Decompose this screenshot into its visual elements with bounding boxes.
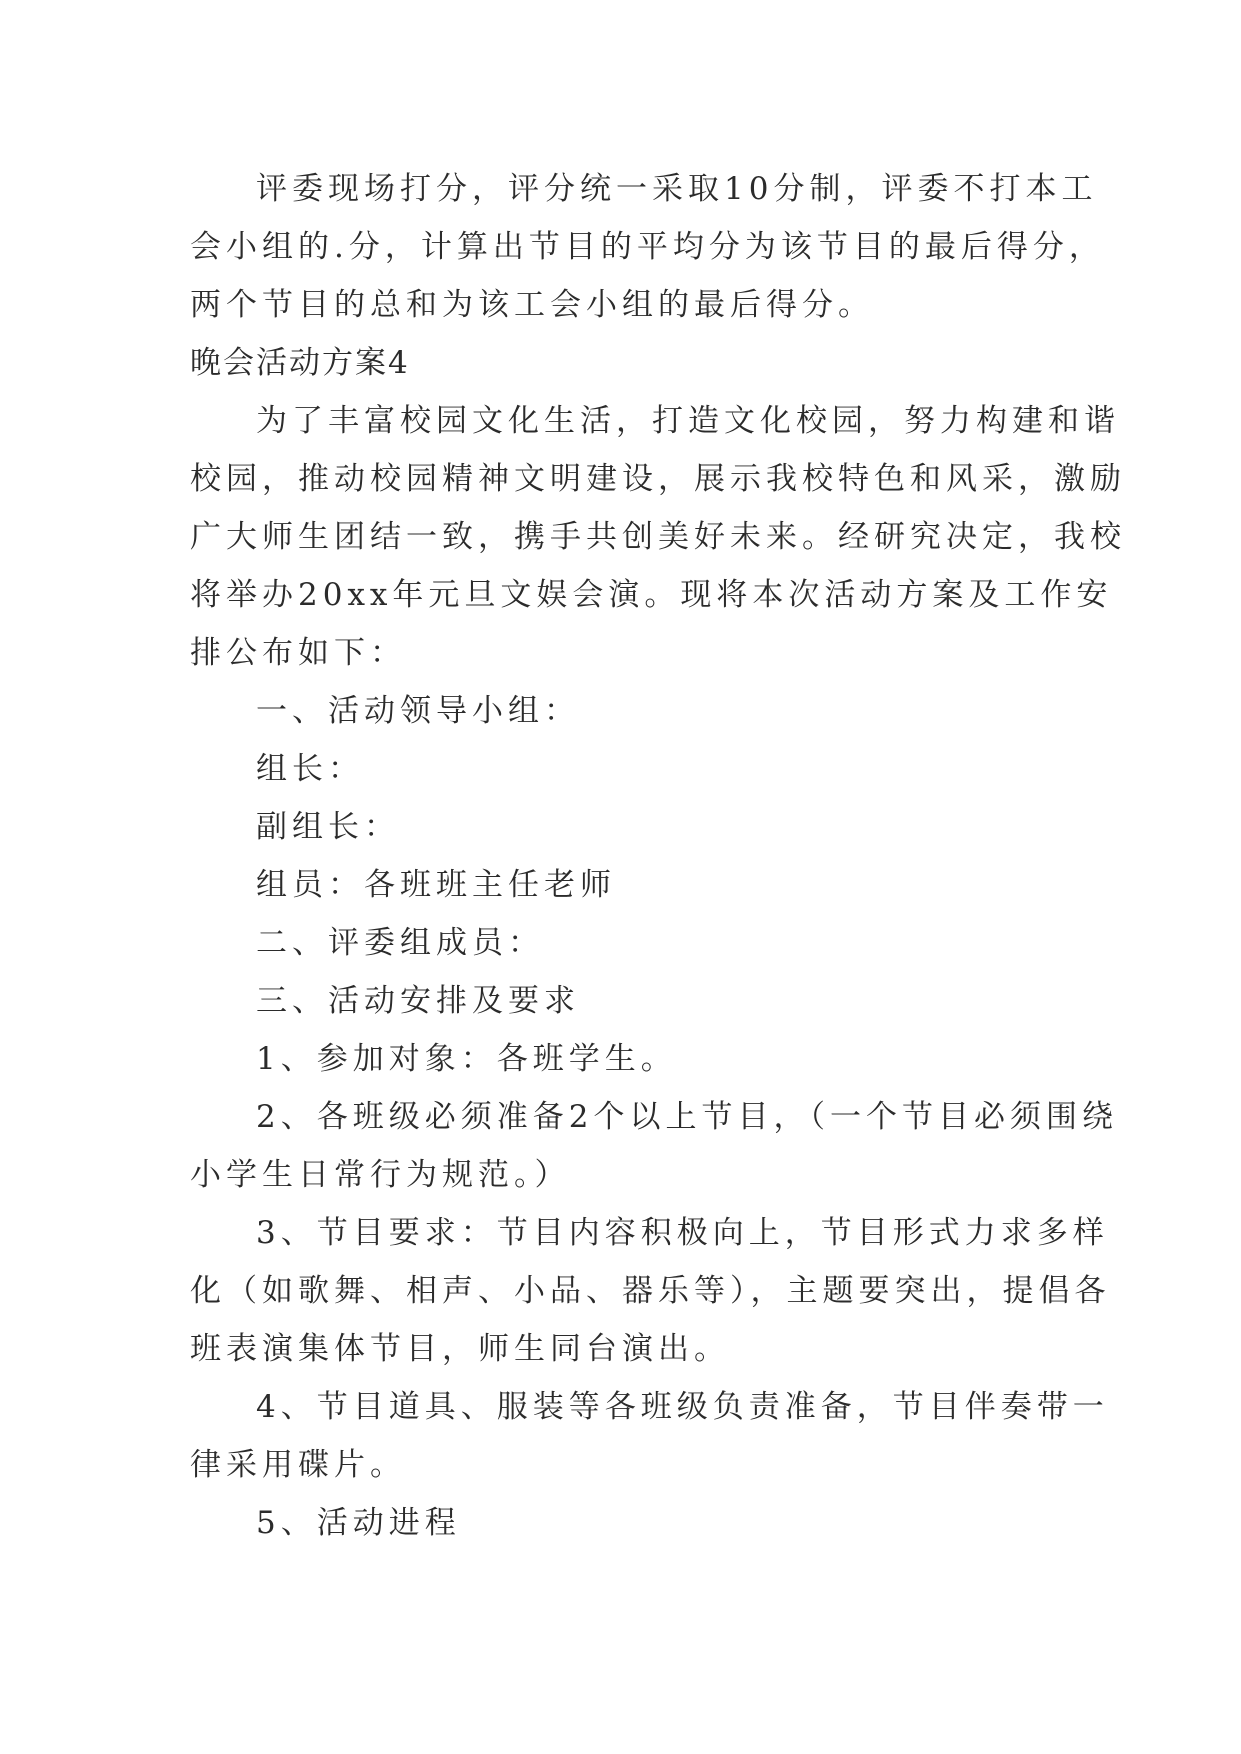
list-item: 组员：各班班主任老师 (256, 867, 616, 903)
section-heading: 晚会活动方案4 (190, 345, 410, 381)
paragraph-line: 化（如歌舞、相声、小品、器乐等），主题要突出，提倡各 (190, 1273, 1111, 1309)
paragraph-line: 班表演集体节目，师生同台演出。 (190, 1331, 730, 1367)
paragraph-line: 会小组的.分，计算出节目的平均分为该节目的最后得分， (190, 229, 1105, 265)
list-heading: 二、评委组成员： (256, 925, 544, 961)
paragraph-line: 小学生日常行为规范。） (190, 1157, 571, 1193)
list-item: 5、活动进程 (256, 1505, 461, 1541)
paragraph-line: 为了丰富校园文化生活，打造文化校园，努力构建和谐 (256, 403, 1120, 439)
list-heading: 一、活动领导小组： (256, 693, 580, 729)
paragraph-line: 广大师生团结一致，携手共创美好未来。经研究决定，我校 (190, 519, 1126, 555)
paragraph-line: 将举办20xx年元旦文娱会演。现将本次活动方案及工作安 (190, 577, 1113, 613)
paragraph-line: 评委现场打分，评分统一采取10分制，评委不打本工 (256, 171, 1098, 207)
list-item: 4、节目道具、服装等各班级负责准备，节目伴奏带一 (256, 1389, 1109, 1425)
list-item: 副组长： (256, 809, 400, 845)
paragraph-line: 校园，推动校园精神文明建设，展示我校特色和风采，激励 (190, 461, 1126, 497)
paragraph-line: 排公布如下： (190, 635, 406, 671)
list-item: 1、参加对象：各班学生。 (256, 1041, 677, 1077)
list-heading: 三、活动安排及要求 (256, 983, 580, 1019)
paragraph-line: 两个节目的总和为该工会小组的最后得分。 (190, 287, 874, 323)
list-item: 2、各班级必须准备2个以上节目，（一个节目必须围绕 (256, 1099, 1118, 1135)
paragraph-line: 律采用碟片。 (190, 1447, 406, 1483)
list-item: 3、节目要求：节目内容积极向上，节目形式力求多样 (256, 1215, 1109, 1251)
list-item: 组长： (256, 751, 364, 787)
document-body (190, 160, 1126, 1552)
